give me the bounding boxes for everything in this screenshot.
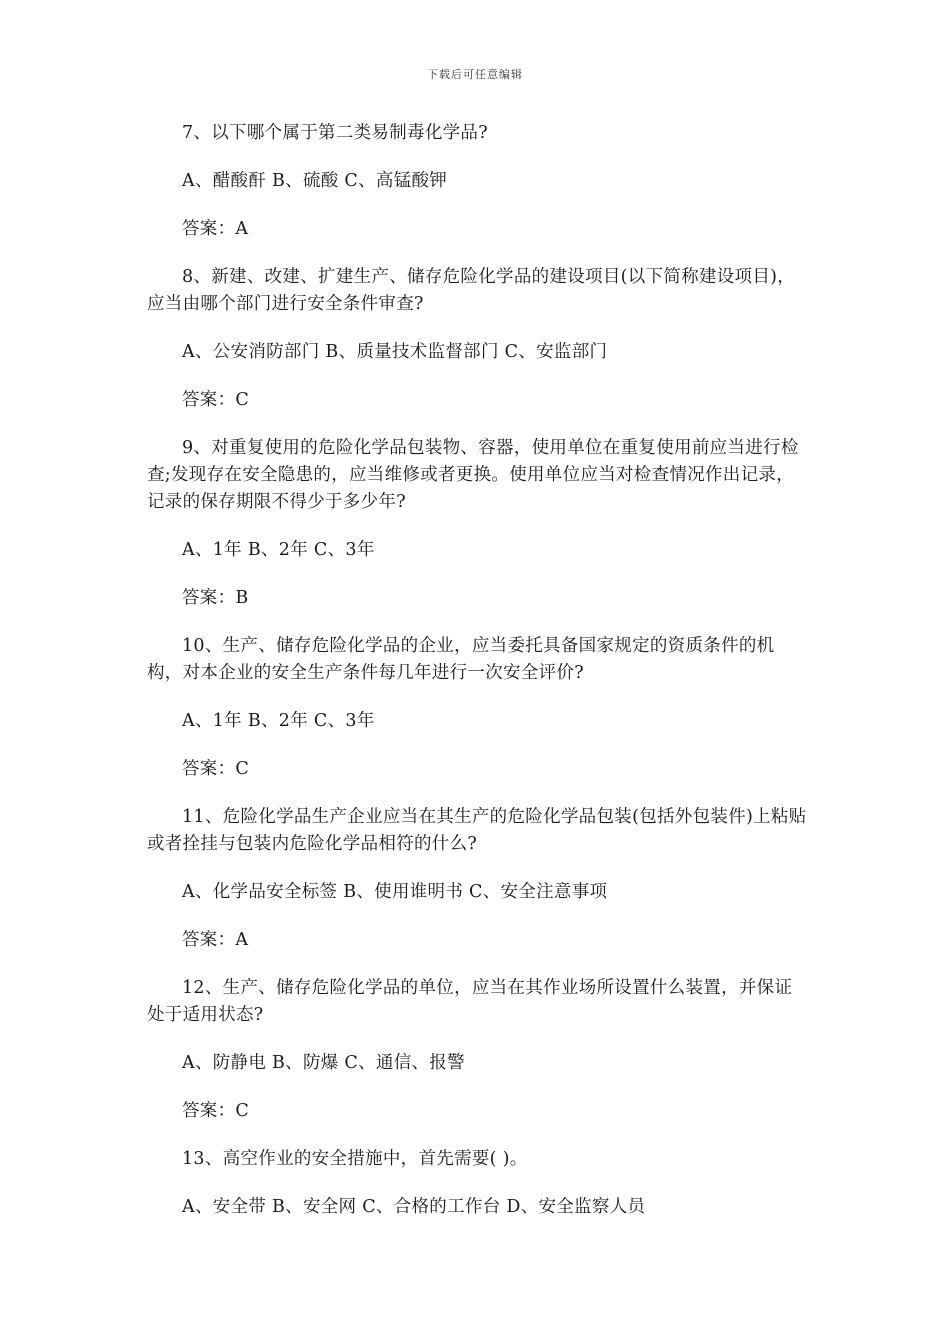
question-10: 10、生产、储存危险化学品的企业，应当委托具备国家规定的资质条件的机构，对本企业的安全生产条件每几年进行一次安全评价?: [147, 636, 775, 683]
question-7: 7、以下哪个属于第二类易制毒化学品?: [182, 123, 488, 143]
options-12: A、防静电 B、防爆 C、通信、报警: [182, 1053, 465, 1073]
options-8: A、公安消防部门 B、质量技术监督部门 C、安监部门: [182, 342, 608, 362]
answer-12: 答案：C: [182, 1101, 250, 1121]
question-12: 12、生产、储存危险化学品的单位，应当在其作业场所设置什么装置，并保证处于适用状态?: [147, 978, 793, 1025]
question-8: 8、新建、改建、扩建生产、储存危险化学品的建设项目(以下简称建设项目)，应当由哪个部门进行安全条件审查?: [147, 267, 796, 314]
answer-9: 答案：B: [182, 588, 249, 608]
options-11: A、化学品安全标签 B、使用谁明书 C、安全注意事项: [182, 882, 608, 902]
options-9: A、1年 B、2年 C、3年: [182, 540, 375, 560]
answer-7: 答案：A: [182, 219, 249, 239]
options-7: A、醋酸酐 B、硫酸 C、高锰酸钾: [182, 171, 448, 191]
options-13: A、安全带 B、安全网 C、合格的工作台 D、安全监察人员: [182, 1197, 646, 1217]
header-note: 下载后可任意编辑: [427, 68, 523, 81]
question-11: 11、危险化学品生产企业应当在其生产的危险化学品包装(包括外包装件)上粘贴或者拴挂与包装内危险化学品相符的什么?: [147, 807, 807, 854]
answer-11: 答案：A: [182, 930, 249, 950]
document-body: [147, 120, 807, 1242]
options-10: A、1年 B、2年 C、3年: [182, 711, 375, 731]
question-9: 9、对重复使用的危险化学品包装物、容器，使用单位在重复使用前应当进行检查;发现存在安全隐患的，应当维修或者更换。使用单位应当对检查情况作出记录，记录的保存期限不得少于多少年?: [147, 438, 799, 512]
answer-8: 答案：C: [182, 390, 250, 410]
question-13: 13、高空作业的安全措施中，首先需要( )。: [182, 1149, 528, 1169]
answer-10: 答案：C: [182, 759, 250, 779]
